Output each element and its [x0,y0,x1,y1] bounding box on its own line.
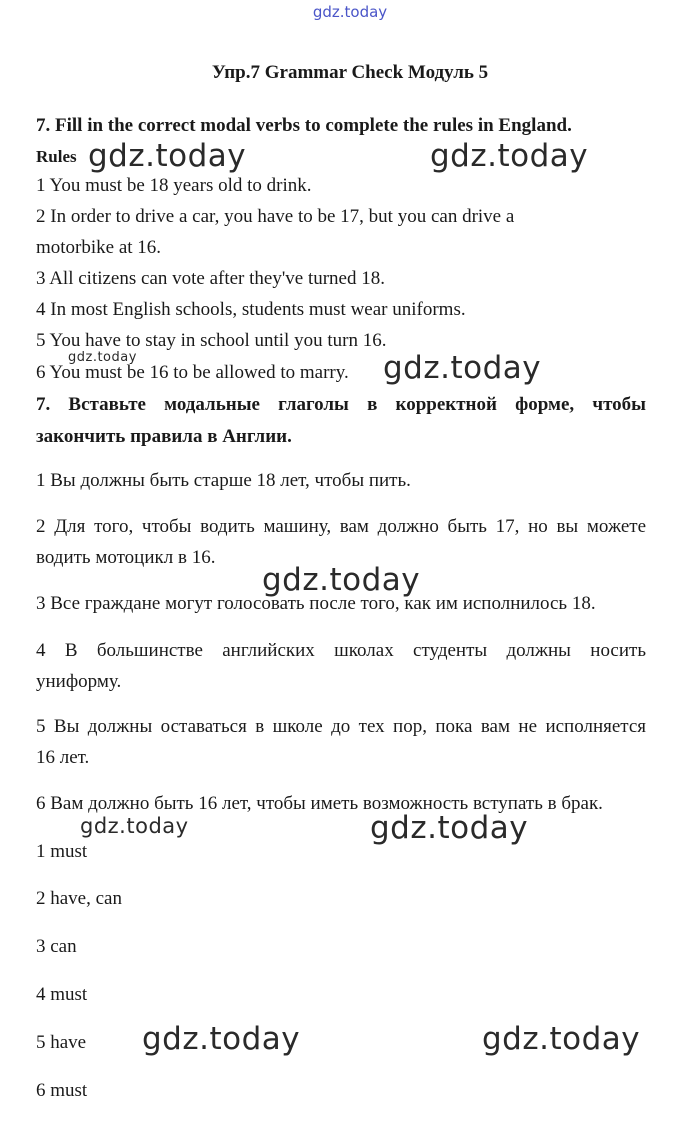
task-en-line: 4 In most English schools, students must wear uniforms. [36,299,466,320]
answer-item: 1 must [36,841,88,862]
task-ru-line: 5 Вы должны оставаться в школе до тех пор, пока вам не исполняется [36,716,646,737]
task-ru-line: униформу. [36,671,122,692]
task-ru-line: 1 Вы должны быть старше 18 лет, чтобы пить. [36,470,411,491]
task-en-line: 3 All citizens can vote after they've turned 18. [36,268,385,289]
answer-item: 4 must [36,984,88,1005]
task-en-subheading: Rules [36,147,77,166]
answer-item: 2 have, can [36,888,122,909]
answer-item: 3 can [36,936,77,957]
watermark: gdz.today [262,562,421,598]
watermark: gdz.today [80,814,189,838]
task-en-line: 1 You must be 18 years old to drink. [36,175,312,196]
page-title: Упр.7 Grammar Check Модуль 5 [211,62,489,83]
task-en-line: motorbike at 16. [36,237,162,258]
watermark: gdz.today [142,1021,301,1057]
task-ru-line: 6 Вам должно быть 16 лет, чтобы иметь возможность вступать в брак. [36,793,603,814]
task-ru-line: 3 Все граждане могут голосовать после того, как им исполнилось 18. [36,593,596,614]
watermark: gdz.today [68,350,137,365]
header-watermark: gdz.today [312,3,388,21]
watermark: gdz.today [88,138,247,174]
answer-item: 6 must [36,1080,88,1101]
task-ru-line: 2 Для того, чтобы водить машину, вам должно быть 17, но вы можете [36,516,646,537]
task-ru-heading: 7. Вставьте модальные глаголы в корректной форме, чтобы [36,394,646,415]
task-ru-heading: закончить правила в Англии. [36,426,292,447]
watermark: gdz.today [383,350,542,386]
watermark: gdz.today [370,810,529,846]
task-en-line: 2 In order to drive a car, you have to be 17, but you can drive a [36,206,515,227]
task-ru-line: водить мотоцикл в 16. [36,547,216,568]
task-en-line: 6 You must be 16 to be allowed to marry. [36,362,349,383]
answer-item: 5 have [36,1032,87,1053]
task-en-line: 5 You have to stay in school until you turn 16. [36,330,387,351]
task-ru-line: 16 лет. [36,747,90,768]
watermark: gdz.today [430,138,589,174]
task-en-heading: 7. Fill in the correct modal verbs to complete the rules in England. [36,115,572,136]
task-ru-line: 4 В большинстве английских школах студенты должны носить [36,640,646,661]
watermark: gdz.today [482,1021,641,1057]
